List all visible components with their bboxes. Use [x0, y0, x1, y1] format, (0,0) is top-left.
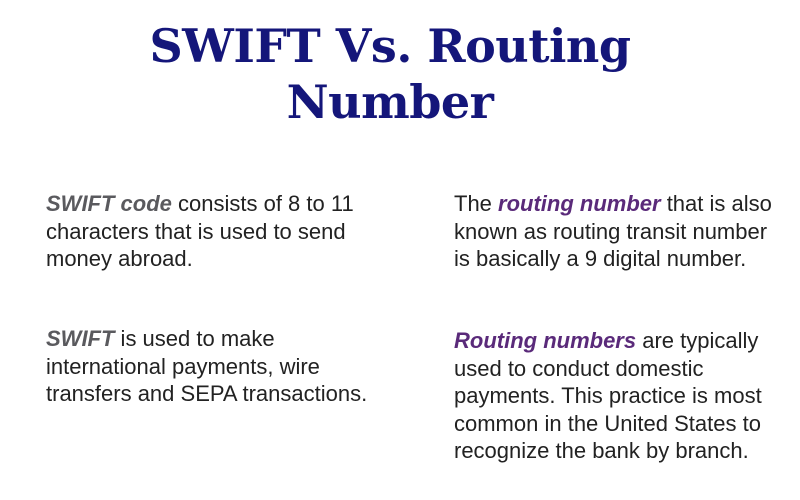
routing-number-lead: The	[454, 191, 499, 216]
title-line-2: Number	[286, 75, 494, 129]
swift-usage-description: is used to make international payments, wire transfers and SEPA transactions.	[46, 326, 368, 406]
swift-code-keyword: SWIFT code	[46, 191, 172, 216]
routing-numbers-keyword: Routing numbers	[454, 328, 637, 353]
routing-usage-description: are typically used to conduct domestic payments. This practice is most common in the United States to recognize the bank by branch.	[454, 328, 762, 463]
routing-number-paragraph	[454, 190, 784, 273]
swift-keyword: SWIFT	[46, 326, 115, 351]
page-title	[100, 18, 680, 130]
swift-code-paragraph	[46, 190, 386, 273]
routing-usage-paragraph	[454, 327, 784, 465]
routing-number-description: that is also known as routing transit number is basically a 9 digital number.	[454, 191, 772, 271]
title-line-1: SWIFT Vs. Routing	[149, 19, 631, 73]
routing-number-keyword: routing number	[498, 191, 661, 216]
swift-usage-paragraph	[46, 325, 386, 408]
swift-code-description: consists of 8 to 11 characters that is used to send money abroad.	[46, 191, 354, 271]
